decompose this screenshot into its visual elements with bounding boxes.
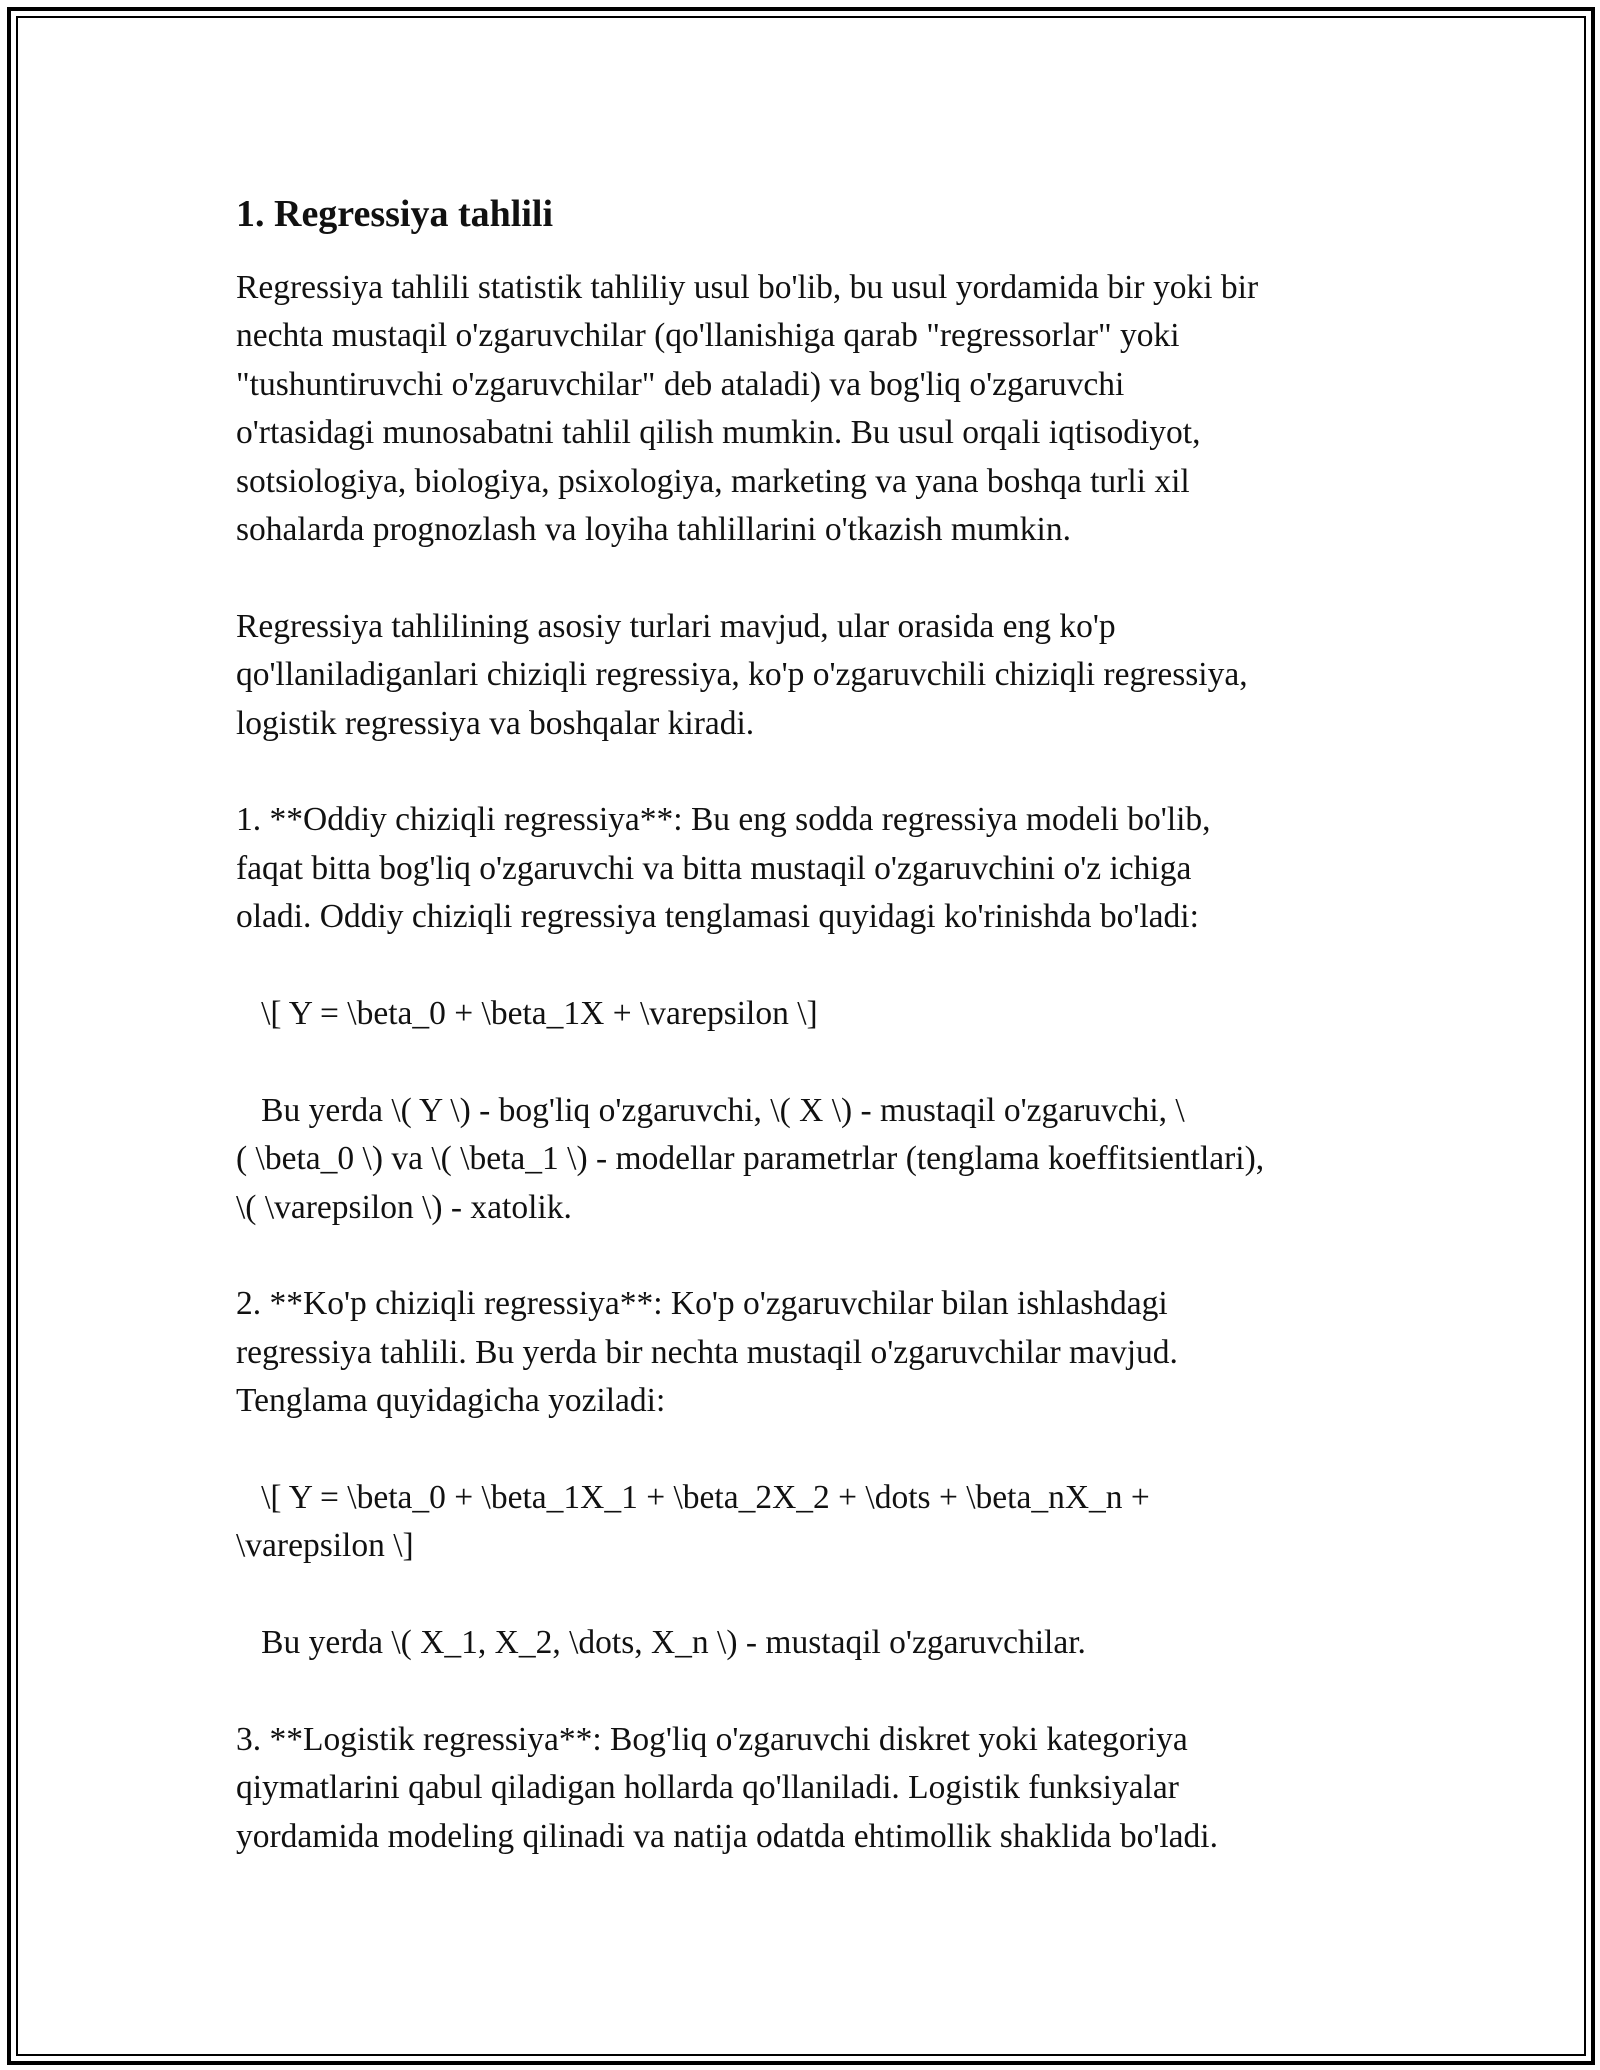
text-line: regressiya tahlili. Bu yerda bir nechta mustaqil o'zgaruvchilar mavjud.	[236, 1333, 1178, 1371]
text-line: 1. **Oddiy chiziqli regressiya**: Bu eng sodda regressiya modeli bo'lib,	[236, 801, 1211, 839]
paragraph-simple-explanation	[236, 1087, 1376, 1232]
text-line: 3. **Logistik regressiya**: Bog'liq o'zgaruvchi diskret yoki kategoriya	[236, 1721, 1188, 1759]
text-line: qo'llaniladiganlari chiziqli regressiya, ko'p o'zgaruvchili chiziqli regressiya,	[236, 656, 1248, 694]
text-line: oladi. Oddiy chiziqli regressiya tenglamasi quyidagi ko'rinishda bo'ladi:	[236, 898, 1199, 936]
text-line: "tushuntiruvchi o'zgaruvchilar" deb ataladi) va bog'liq o'zgaruvchi	[236, 365, 1125, 403]
section-heading: 1. Regressiya tahlili	[236, 193, 554, 235]
text-line: Regressiya tahlilining asosiy turlari mavjud, ular orasida eng ko'p	[236, 607, 1116, 645]
text-line: sohalarda prognozlash va loyiha tahlillarini o'tkazish mumkin.	[236, 511, 1071, 549]
text-line: nechta mustaqil o'zgaruvchilar (qo'llanishiga qarab "regressorlar" yoki	[236, 317, 1180, 355]
equation-line: \varepsilon \]	[236, 1527, 414, 1565]
text-line: yordamida modeling qilinadi va natija odatda ehtimollik shaklida bo'ladi.	[236, 1817, 1218, 1855]
equation-simple	[236, 990, 1376, 1038]
equation-line: \[ Y = \beta_0 + \beta_1X_1 + \beta_2X_2 + \dots + \beta_nX_n +	[236, 1479, 1150, 1517]
paragraph-multiple-explanation	[236, 1619, 1376, 1667]
text-line: o'rtasidagi munosabatni tahlil qilish mumkin. Bu usul orqali iqtisodiyot,	[236, 414, 1201, 452]
paragraph-simple-regression	[236, 796, 1376, 941]
text-line: qiymatlarini qabul qiladigan hollarda qo'llaniladi. Logistik funksiyalar	[236, 1769, 1179, 1807]
text-line: Tenglama quyidagicha yoziladi:	[236, 1382, 666, 1420]
text-line: logistik regressiya va boshqalar kiradi.	[236, 704, 755, 742]
document-body	[236, 190, 1376, 1910]
equation-multiple	[236, 1474, 1376, 1571]
text-line: 2. **Ko'p chiziqli regressiya**: Ko'p o'zgaruvchilar bilan ishlashdagi	[236, 1285, 1168, 1323]
text-line: \( \varepsilon \) - xatolik.	[236, 1188, 572, 1226]
text-line: faqat bitta bog'liq o'zgaruvchi va bitta mustaqil o'zgaruvchini o'z ichiga	[236, 849, 1192, 887]
paragraph-intro	[236, 264, 1376, 554]
paragraph-types	[236, 603, 1376, 748]
paragraph-logistic-regression	[236, 1716, 1376, 1861]
text-line: Bu yerda \( Y \) - bog'liq o'zgaruvchi, \( X \) - mustaqil o'zgaruvchi, \	[236, 1091, 1185, 1129]
text-line: Regressiya tahlili statistik tahliliy usul bo'lib, bu usul yordamida bir yoki bir	[236, 269, 1259, 306]
text-line: Bu yerda \( X_1, X_2, \dots, X_n \) - mustaqil o'zgaruvchilar.	[236, 1624, 1086, 1662]
text-line: sotsiologiya, biologiya, psixologiya, marketing va yana boshqa turli xil	[236, 462, 1190, 500]
text-line: ( \beta_0 \) va \( \beta_1 \) - modellar parametrlar (tenglama koeffitsientlari),	[236, 1140, 1265, 1178]
equation-line: \[ Y = \beta_0 + \beta_1X + \varepsilon \]	[236, 995, 818, 1033]
paragraph-multiple-regression	[236, 1280, 1376, 1425]
